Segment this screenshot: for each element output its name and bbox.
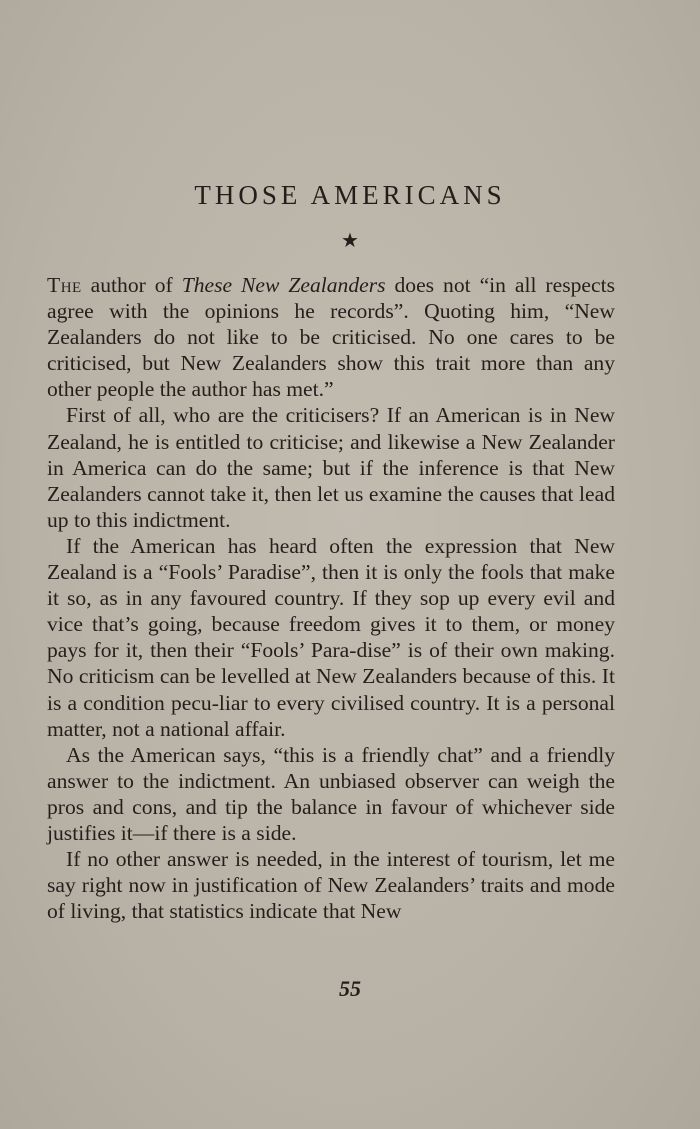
paragraph: As the American says, “this is a friendly chat” and a friendly answer to the indictment. An unbiased observer can weigh the pros and cons, and tip the balance in favour of whichever side justifies it—if there is a side. — [47, 742, 615, 845]
paragraph: If no other answer is needed, in the interest of tourism, let me say right now in justification of New Zealanders’ traits and mode of living, that statistics indicate that New — [47, 847, 615, 924]
paragraph: If the American has heard often the expression that New Zealand is a “Fools’ Paradise”, then it is only the fools that make it so, as in any favoured country. If they sop up every evil and vice that’s going, because freedom gives it to them, or money pays for it, then their “Fools’ Para-dise” is of their own making. No criticism can be levelled at New Zealanders because of this. It is a condition pecu-liar to every civilised country. It is a personal matter, not a national affair. — [47, 533, 615, 741]
paragraph-text: author of — [81, 273, 182, 297]
paragraph: First of all, who are the criticisers? If an American is in New Zealand, he is entitled to criticise; and likewise a New Zealander in America can do the same; but if the inference is that New Zealanders cannot take it, then let us examine the causes that lead up to this indictment. — [47, 403, 615, 532]
book-title-italic: These New Zealanders — [181, 273, 386, 297]
lead-word: The — [47, 273, 82, 297]
paragraph — [47, 272, 615, 402]
star-ornament-icon: ★ — [341, 230, 359, 252]
chapter-body — [47, 272, 615, 924]
chapter-title: THOSE AMERICANS — [194, 180, 506, 210]
paragraph-text: does not “in all respects agree with the opinions he records”. Quoting him, “New Zealanders do not like to be criticised. No one cares to be criticised, but New Zealanders show this trait more than any other people the author has met.” — [47, 273, 615, 402]
page-number: 55 — [339, 976, 361, 1001]
